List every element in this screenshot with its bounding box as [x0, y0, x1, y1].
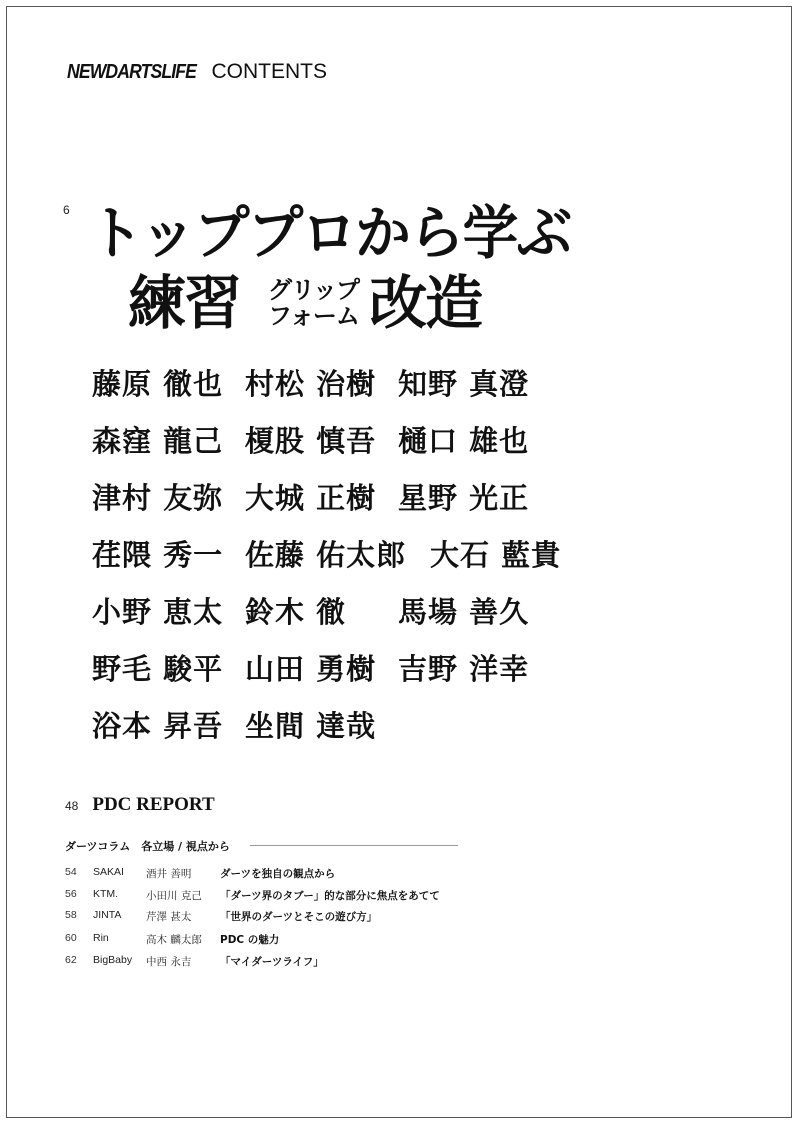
pdc-report-title: PDC REPORT: [92, 794, 215, 815]
entry-pen-name: Rin: [93, 932, 109, 944]
headline-word-remodel: 改造: [369, 269, 482, 337]
feature-headline: [88, 199, 590, 337]
section-title: CONTENTS: [211, 60, 328, 83]
player-name: 星野 光正: [398, 481, 530, 515]
player-name: 馬場 善久: [398, 595, 530, 629]
player-name: 鈴木 徹: [245, 595, 347, 629]
player-name: 榎股 慎吾: [245, 424, 377, 458]
feature-page-number: 6: [63, 203, 70, 217]
player-name: 知野 真澄: [398, 367, 530, 401]
headline-word-practice: 練習: [128, 269, 241, 337]
entry-author: 芹澤 甚太: [146, 911, 192, 923]
headline-line-2: [128, 270, 481, 336]
brand-logo: NEWDARTSLIFE: [67, 61, 196, 83]
headline-line-1: トッププロから学ぶ: [88, 199, 571, 267]
player-name: 浴本 昇吾: [92, 709, 224, 743]
entry-pen-name: JINTA: [93, 909, 122, 921]
player-name: 大石 藍貴: [430, 538, 562, 572]
column-divider: [250, 845, 458, 846]
entry-page: 60: [65, 932, 77, 944]
headline-stack: [268, 277, 359, 329]
entry-page: 56: [65, 888, 77, 900]
entry-author: 中西 永吉: [146, 956, 192, 968]
headline-stack-top: グリップ: [268, 276, 360, 304]
entry-author: 酒井 善明: [146, 868, 192, 880]
entry-title: 「世界のダーツとそこの遊び方」: [220, 911, 378, 923]
player-name: 坐間 達哉: [245, 709, 377, 743]
entry-author: 小田川 克己: [146, 890, 202, 902]
entry-title: 「マイダーツライフ」: [220, 956, 324, 968]
player-name: 荏隈 秀一: [92, 538, 224, 572]
entry-pen-name: BigBaby: [93, 954, 133, 966]
player-name: 山田 勇樹: [245, 652, 377, 686]
player-name: 佐藤 佑太郎: [245, 538, 407, 572]
entry-pen-name: SAKAI: [93, 866, 124, 878]
entry-author: 高木 麟太郎: [146, 934, 202, 946]
entry-title: PDC の魅力: [220, 934, 280, 946]
player-name: 藤原 徹也: [92, 367, 224, 401]
masthead: [67, 60, 327, 90]
player-name: 樋口 雄也: [398, 424, 530, 458]
entry-title: 「ダーツ界のタブー」的な部分に焦点をあてて: [220, 890, 440, 902]
headline-stack-bottom: フォーム: [268, 302, 359, 330]
player-name: 村松 治樹: [245, 367, 377, 401]
player-name: 吉野 洋幸: [398, 652, 530, 686]
entry-page: 54: [65, 866, 77, 878]
column-section-title: ダーツコラム 各立場 / 視点から: [65, 840, 230, 853]
player-name: 大城 正樹: [245, 481, 377, 515]
pdc-page-number: 48: [65, 799, 79, 813]
player-name: 森窪 龍己: [92, 424, 224, 458]
entry-title: ダーツを独自の観点から: [220, 868, 336, 880]
entry-pen-name: KTM.: [93, 888, 119, 900]
entry-page: 58: [65, 909, 77, 921]
pdc-report-entry: [65, 794, 215, 816]
player-name: 小野 恵太: [92, 595, 224, 629]
player-name: 野毛 駿平: [92, 652, 224, 686]
entry-page: 62: [65, 954, 77, 966]
player-name: 津村 友弥: [92, 481, 224, 515]
